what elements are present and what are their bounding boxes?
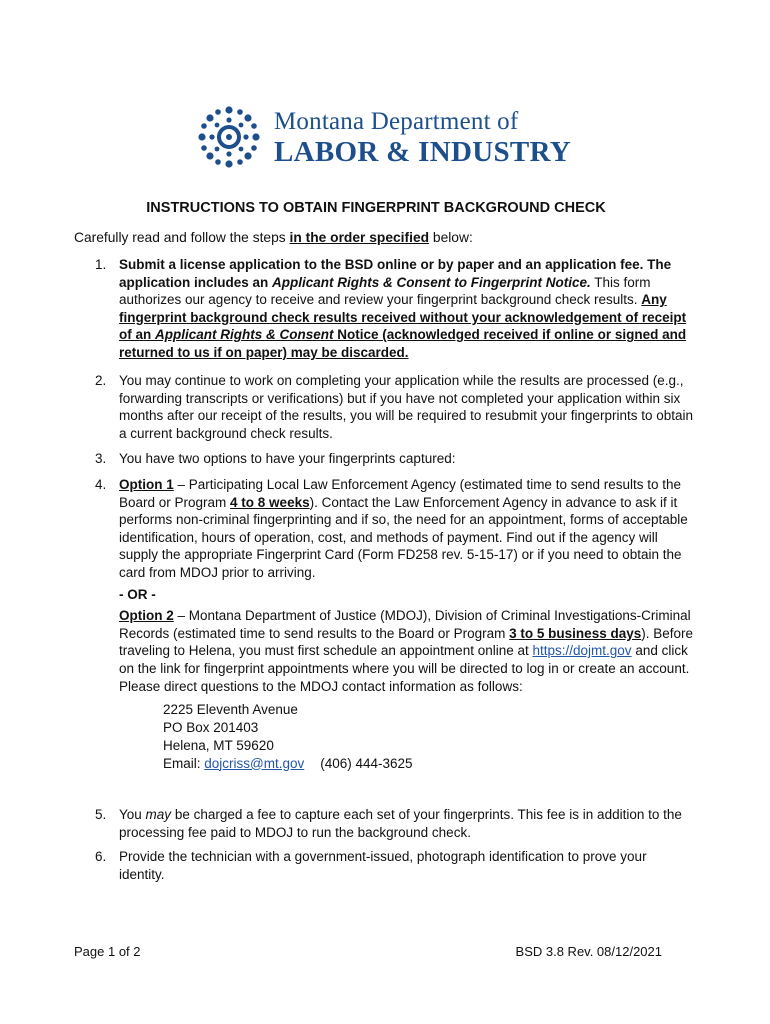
address-line-2: PO Box 201403 (163, 719, 259, 735)
item-2-text: You may continue to work on completing your application while the results are processed (e.g., forwarding transcripts or verifications) but if you have not completed your application within six months after our receipt of the results, you will be required to resubmit your fingerprints to obtain a current background check results. (119, 373, 694, 441)
phone-number: (406) 444-3625 (320, 755, 413, 771)
option-1-label: Option 1 (119, 477, 174, 492)
item-number: 4. (95, 477, 107, 492)
item-1-underline-a: Any fingerprint background check results received without your acknowledgement of receipt of an (119, 292, 687, 343)
item-number: 1. (95, 257, 107, 272)
intro-text (74, 230, 473, 245)
option-1-time: 4 to 8 weeks (230, 494, 310, 510)
list-item-2 (95, 372, 695, 442)
list-item-3 (95, 450, 695, 468)
item-number: 2. (95, 373, 107, 388)
option-2-label: Option 2 (119, 608, 174, 624)
option-2-text-c: and click on the link for fingerprint appointments where you will be directed to log in or create an account. Please direct questions to the MDOJ contact information as follows: (119, 643, 690, 694)
item-1-bold-a: Submit a license application to the BSD online or by paper and an application fee. The application includes an (119, 257, 672, 290)
item-1-plain: This form authorizes our agency to receive and review your fingerprint background check results. (119, 274, 651, 308)
option-2 (119, 607, 695, 695)
item-3-text: You have two options to have your fingerprints captured: (119, 451, 456, 466)
item-1-underline-italic: Applicant Rights & Consent (155, 327, 334, 343)
item-number: 3. (95, 451, 107, 466)
option-1-text-a: – Participating Local Law Enforcement Agency (estimated time to send results to the Board or Program (119, 477, 682, 510)
list-item-6 (95, 848, 695, 883)
page-number: Page 1 of 2 (74, 944, 141, 959)
option-2-time: 3 to 5 business days (509, 625, 642, 641)
option-2-text-b: ). Before traveling to Helena, you must first schedule an appointment online at (119, 625, 694, 659)
department-logo (196, 104, 572, 170)
page-title: INSTRUCTIONS TO OBTAIN FINGERPRINT BACKGROUND CHECK (146, 200, 606, 216)
logo-line-1: Montana Department of (274, 108, 519, 135)
list-item-5 (95, 806, 695, 841)
item-number: 6. (95, 849, 107, 864)
list-item-4 (95, 476, 695, 772)
option-1 (119, 476, 695, 582)
mdoj-address (163, 701, 695, 772)
dojmt-link[interactable]: https://dojmt.gov (532, 643, 632, 659)
address-line-1: 2225 Eleventh Avenue (163, 702, 298, 718)
option-2-text-a: – Montana Department of Justice (MDOJ), Division of Criminal Investigations-Criminal Records (estimated time to send results to the Board or Program (119, 608, 691, 641)
item-number: 5. (95, 807, 107, 822)
or-separator: - OR - (119, 586, 156, 602)
contact-line (163, 755, 695, 773)
intro-emphasis: in the order specified (289, 230, 430, 245)
email-label: Email: (163, 755, 205, 771)
logo-line-2: LABOR & INDUSTRY (274, 136, 572, 168)
item-1-bold-italic: Applicant Rights & Consent to Fingerprint Notice. (272, 274, 591, 290)
item-1-underline-b: Notice (acknowledged received if online or signed and returned to us if on paper) may be discarded. (119, 327, 687, 360)
form-revision: BSD 3.8 Rev. 08/12/2021 (515, 944, 662, 959)
item-6-text: Provide the technician with a government-issued, photograph identification to prove your identity. (119, 849, 647, 882)
item-5-text-a: You (119, 807, 146, 822)
list-item-1 (95, 256, 695, 362)
intro-before: Carefully read and follow the steps (74, 230, 290, 245)
option-1-text-b: ). Contact the Law Enforcement Agency in advance to ask if it performs non-criminal fingerprinting and if so, the need for an appointment, forms of acceptable identification, hours of operation, cost, and methods of payment. Find out if the agency will supply the appropriate Fingerprint Card (Form FD258 rev. 5-15-17) or if you need to obtain the card from MDOJ prior to arriving. (119, 494, 688, 580)
email-link[interactable]: dojcriss@mt.gov (204, 755, 305, 771)
item-5-may: may (145, 807, 172, 822)
item-5-text-b: be charged a fee to capture each set of your fingerprints. This fee is in addition to the processing fee paid to MDOJ to run the background check. (119, 807, 682, 840)
department-seal-icon (196, 104, 262, 170)
address-line-3: Helena, MT 59620 (163, 737, 274, 753)
intro-after: below: (429, 230, 473, 245)
